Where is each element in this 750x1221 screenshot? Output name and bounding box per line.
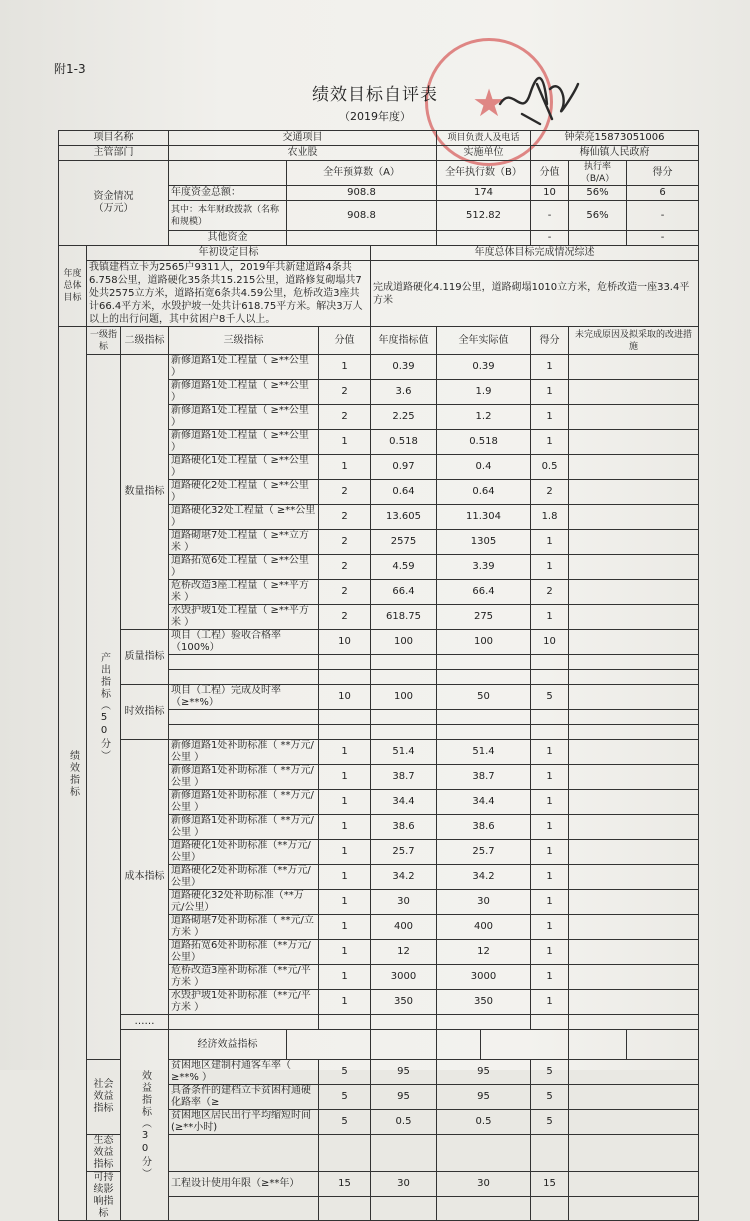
indicator-name: 新修道路1处工程量（ ≥**公里 ） <box>169 405 319 430</box>
empty-cell <box>531 1135 569 1172</box>
indicator-score: 10 <box>319 630 371 655</box>
indicator-name: 危桥改造3座工程量（ ≥**平方米 ） <box>169 580 319 605</box>
indicator-reason <box>569 740 699 765</box>
sustainable-indicator-label: 可持续影响指标 <box>87 1172 121 1221</box>
indicator-score: 5 <box>319 1110 371 1135</box>
indicator-actual: 25.7 <box>437 840 531 865</box>
empty-cell <box>569 1135 699 1172</box>
social-indicator-label: 社会效益指标 <box>87 1060 121 1135</box>
indicator-actual: 12 <box>437 940 531 965</box>
indicator-score: 15 <box>319 1172 371 1197</box>
indicator-reason <box>569 605 699 630</box>
indicator-target: 30 <box>371 1172 437 1197</box>
indicator-name: 新修道路1处补助标准（ **万元/公里 ） <box>169 790 319 815</box>
indicator-get: 0.5 <box>531 455 569 480</box>
indicator-name: 工程设计使用年限（≥**年） <box>169 1172 319 1197</box>
funds-row-get: - <box>627 231 699 246</box>
indicator-name: 贫困地区建制村通客车率（ ≥**% ） <box>169 1060 319 1085</box>
empty-cell <box>569 1196 699 1221</box>
page-title: 绩效目标自评表 <box>312 85 438 105</box>
indicator-name: 项目（工程）完成及时率（≥**%） <box>169 685 319 710</box>
goal-done-text: 完成道路硬化4.119公里，道路砌塌1010立方米，危桥改造一座33.4平方米 <box>371 261 699 327</box>
indicator-target: 0.64 <box>371 480 437 505</box>
indicator-get: 2 <box>531 580 569 605</box>
empty-cell <box>169 725 319 740</box>
funds-row-budget <box>287 231 437 246</box>
goal-set-header: 年初设定目标 <box>87 246 371 261</box>
indicator-actual: 0.518 <box>437 430 531 455</box>
col-score: 分值 <box>319 327 371 355</box>
funds-row-exec <box>437 231 531 246</box>
indicator-reason <box>569 455 699 480</box>
indicator-reason <box>569 685 699 710</box>
empty-cell <box>437 655 531 670</box>
cost-indicator-label: 成本指标 <box>121 740 169 1015</box>
empty-cell <box>319 670 371 685</box>
indicator-reason <box>569 965 699 990</box>
empty-cell <box>287 1030 371 1060</box>
indicator-reason <box>569 505 699 530</box>
indicator-reason <box>569 765 699 790</box>
empty-cell <box>569 1015 699 1030</box>
indicator-reason <box>569 790 699 815</box>
indicator-score: 1 <box>319 865 371 890</box>
indicator-score: 5 <box>319 1060 371 1085</box>
indicator-get: 2 <box>531 480 569 505</box>
indicator-score: 1 <box>319 940 371 965</box>
indicator-actual: 100 <box>437 630 531 655</box>
indicator-get: 1 <box>531 790 569 815</box>
indicator-actual: 34.2 <box>437 865 531 890</box>
perf-indicators-label: 绩效指标 <box>59 327 87 1221</box>
indicator-get: 1 <box>531 740 569 765</box>
indicator-name: 道路砌堪7处补助标准（ **元/立方米 ） <box>169 915 319 940</box>
contact-value: 钟荣亮15873051006 <box>531 131 699 146</box>
indicator-name: 项目（工程）验收合格率（100%） <box>169 630 319 655</box>
empty-cell <box>531 725 569 740</box>
funds-row-get: 6 <box>627 186 699 201</box>
impl-unit-value: 梅仙镇人民政府 <box>531 146 699 161</box>
empty-cell <box>169 670 319 685</box>
indicator-actual: 275 <box>437 605 531 630</box>
indicator-get: 1 <box>531 840 569 865</box>
indicator-reason <box>569 580 699 605</box>
indicator-actual: 0.64 <box>437 480 531 505</box>
indicator-actual: 95 <box>437 1060 531 1085</box>
empty-cell <box>531 655 569 670</box>
indicator-actual: 1.9 <box>437 380 531 405</box>
empty-cell <box>169 1015 319 1030</box>
indicator-target: 2.25 <box>371 405 437 430</box>
indicator-name: 道路拓宽6处补助标准（**万元/公里） <box>169 940 319 965</box>
funds-row-exec: 174 <box>437 186 531 201</box>
indicator-reason <box>569 940 699 965</box>
indicator-target: 30 <box>371 890 437 915</box>
indicator-name: 新修道路1处补助标准（ **万元/公里 ） <box>169 740 319 765</box>
indicator-reason <box>569 1172 699 1197</box>
indicator-get: 5 <box>531 1110 569 1135</box>
economic-indicator-label: 经济效益指标 <box>169 1030 287 1060</box>
empty-cell <box>319 1196 371 1221</box>
table-row <box>59 355 699 380</box>
empty-cell <box>437 1030 481 1060</box>
col-level1: 一级指标 <box>87 327 121 355</box>
indicator-get: 1 <box>531 380 569 405</box>
dept-label: 主管部门 <box>59 146 169 161</box>
funds-row-score: 10 <box>531 186 569 201</box>
indicator-name: 新修道路1处工程量（ ≥**公里 ） <box>169 430 319 455</box>
indicator-score: 10 <box>319 685 371 710</box>
indicator-target: 34.4 <box>371 790 437 815</box>
ellipsis-cell: …… <box>121 1015 169 1030</box>
indicator-actual: 51.4 <box>437 740 531 765</box>
indicator-actual: 50 <box>437 685 531 710</box>
indicator-reason <box>569 380 699 405</box>
table-row <box>59 740 699 765</box>
funds-row-label: 其他资金 <box>169 231 287 246</box>
funds-row-budget: 908.8 <box>287 186 437 201</box>
empty-cell <box>437 1135 531 1172</box>
indicator-score: 1 <box>319 815 371 840</box>
empty-cell <box>371 725 437 740</box>
indicator-target: 51.4 <box>371 740 437 765</box>
ecological-indicator-label: 生态效益指标 <box>87 1135 121 1172</box>
funds-row-budget: 908.8 <box>287 201 437 231</box>
indicator-score: 1 <box>319 915 371 940</box>
col-target: 年度指标值 <box>371 327 437 355</box>
indicator-get: 1 <box>531 430 569 455</box>
empty-cell <box>169 1196 319 1221</box>
indicator-actual: 0.39 <box>437 355 531 380</box>
empty-cell <box>169 655 319 670</box>
indicator-reason <box>569 355 699 380</box>
funds-col-score: 分值 <box>531 161 569 186</box>
empty-cell <box>531 670 569 685</box>
indicator-reason <box>569 1085 699 1110</box>
indicator-name: 道路硬化1处补助标准（**万元/公里） <box>169 840 319 865</box>
indicator-target: 0.5 <box>371 1110 437 1135</box>
empty-cell <box>437 1196 531 1221</box>
impl-unit-label: 实施单位 <box>437 146 531 161</box>
indicator-target: 38.6 <box>371 815 437 840</box>
indicator-score: 2 <box>319 580 371 605</box>
indicator-name: 具备条件的建档立卡贫困村通硬化路率（≥ <box>169 1085 319 1110</box>
indicator-reason <box>569 1110 699 1135</box>
indicator-target: 3.6 <box>371 380 437 405</box>
empty-cell <box>531 710 569 725</box>
empty-cell <box>169 1135 319 1172</box>
funds-row-rate <box>569 231 627 246</box>
page-subtitle: （2019年度） <box>339 110 411 123</box>
indicator-actual: 38.6 <box>437 815 531 840</box>
indicator-target: 2575 <box>371 530 437 555</box>
indicator-target: 0.518 <box>371 430 437 455</box>
benefit-indicator-label: 效益指标（30分） <box>121 1030 169 1221</box>
indicator-target: 25.7 <box>371 840 437 865</box>
indicator-name: 道路硬化2处补助标准（**万元/公里） <box>169 865 319 890</box>
indicator-target: 400 <box>371 915 437 940</box>
funds-row-exec: 512.82 <box>437 201 531 231</box>
project-name-value: 交通项目 <box>169 131 437 146</box>
empty-cell <box>371 1015 437 1030</box>
indicator-score: 1 <box>319 355 371 380</box>
indicator-reason <box>569 430 699 455</box>
empty-cell <box>437 670 531 685</box>
indicator-reason <box>569 915 699 940</box>
empty-cell <box>569 725 699 740</box>
indicator-get: 1 <box>531 405 569 430</box>
indicator-actual: 400 <box>437 915 531 940</box>
empty-cell <box>319 1015 371 1030</box>
indicator-score: 1 <box>319 890 371 915</box>
funds-blank <box>169 161 287 186</box>
goal-set-text: 我镇建档立卡为2565户9311人，2019年共新建道路4条共6.758公里，道路硬化35条共15.215公里，道路修复砌塌共7处共2575立方米，道路拓宽6条共4.59公里，危桥改造3座共计66.4平方米，水毁护坡一处共计618.75平方米。解决3万人以上的出行问题，其中贫困户8千人以上。 <box>87 261 371 327</box>
indicator-actual: 95 <box>437 1085 531 1110</box>
output-indicator-label: 产出指标（50分） <box>87 355 121 1060</box>
indicator-actual: 30 <box>437 1172 531 1197</box>
indicator-name: 危桥改造3座补助标准（**元/平方米 ） <box>169 965 319 990</box>
table-row <box>59 685 699 710</box>
annual-goal-label: 年度总体目标 <box>59 246 87 327</box>
empty-cell <box>569 670 699 685</box>
indicator-target: 0.97 <box>371 455 437 480</box>
funds-row-label: 其中：本年财政拨款（名称和规模） <box>169 201 287 231</box>
indicator-target: 100 <box>371 630 437 655</box>
empty-cell <box>319 655 371 670</box>
empty-cell <box>627 1030 699 1060</box>
indicator-name: 新修道路1处补助标准（ **万元/公里 ） <box>169 815 319 840</box>
col-reason: 未完成原因及拟采取的改进措施 <box>569 327 699 355</box>
indicator-score: 1 <box>319 455 371 480</box>
empty-cell <box>531 1015 569 1030</box>
indicator-reason <box>569 630 699 655</box>
indicator-target: 618.75 <box>371 605 437 630</box>
empty-cell <box>481 1030 569 1060</box>
indicator-name: 贫困地区居民出行平均缩短时间(≥**小时) <box>169 1110 319 1135</box>
indicator-score: 2 <box>319 505 371 530</box>
quantity-indicator-label: 数量指标 <box>121 355 169 630</box>
self-evaluation-table <box>58 130 699 1221</box>
indicator-name: 水毁护坡1处补助标准（**元/平方米 ） <box>169 990 319 1015</box>
empty-cell <box>371 710 437 725</box>
indicator-name: 道路砌堪7处工程量（ ≥**立方米 ） <box>169 530 319 555</box>
indicator-target: 100 <box>371 685 437 710</box>
indicator-name: 新修道路1处工程量（ ≥**公里 ） <box>169 355 319 380</box>
empty-cell <box>531 1196 569 1221</box>
empty-cell <box>371 655 437 670</box>
project-name-label: 项目名称 <box>59 131 169 146</box>
indicator-score: 1 <box>319 990 371 1015</box>
indicator-reason <box>569 815 699 840</box>
indicator-get: 15 <box>531 1172 569 1197</box>
indicator-get: 1 <box>531 605 569 630</box>
indicator-actual: 30 <box>437 890 531 915</box>
indicator-get: 5 <box>531 1085 569 1110</box>
funds-row-label: 年度资金总额： <box>169 186 287 201</box>
indicator-score: 1 <box>319 790 371 815</box>
indicator-target: 4.59 <box>371 555 437 580</box>
indicator-name: 道路硬化32处补助标准（**万元/公里） <box>169 890 319 915</box>
indicator-get: 1 <box>531 965 569 990</box>
indicator-get: 1 <box>531 765 569 790</box>
indicator-target: 38.7 <box>371 765 437 790</box>
indicator-target: 0.39 <box>371 355 437 380</box>
indicator-target: 3000 <box>371 965 437 990</box>
indicator-score: 2 <box>319 380 371 405</box>
indicator-target: 350 <box>371 990 437 1015</box>
indicator-name: 道路拓宽6处工程量（ ≥**公里 ） <box>169 555 319 580</box>
empty-cell <box>169 710 319 725</box>
empty-cell <box>371 1135 437 1172</box>
indicator-reason <box>569 840 699 865</box>
timeliness-indicator-label: 时效指标 <box>121 685 169 740</box>
indicator-score: 2 <box>319 605 371 630</box>
indicator-target: 66.4 <box>371 580 437 605</box>
indicator-reason <box>569 990 699 1015</box>
funds-row-rate: 56% <box>569 186 627 201</box>
funds-label: 资金情况 （万元） <box>59 161 169 246</box>
indicator-name: 道路硬化32处工程量（ ≥**公里 ） <box>169 505 319 530</box>
indicator-score: 1 <box>319 965 371 990</box>
indicator-reason <box>569 555 699 580</box>
empty-cell <box>319 725 371 740</box>
indicator-target: 13.605 <box>371 505 437 530</box>
indicator-actual: 350 <box>437 990 531 1015</box>
indicator-actual: 1.2 <box>437 405 531 430</box>
funds-col-budget: 全年预算数（A） <box>287 161 437 186</box>
col-actual: 全年实际值 <box>437 327 531 355</box>
indicator-name: 道路硬化1处工程量（ ≥**公里 ） <box>169 455 319 480</box>
funds-col-rate: 执行率（B/A） <box>569 161 627 186</box>
indicator-get: 5 <box>531 685 569 710</box>
col-get: 得分 <box>531 327 569 355</box>
empty-cell <box>569 710 699 725</box>
appendix-label: 附1-3 <box>54 62 86 76</box>
indicator-reason <box>569 1060 699 1085</box>
table-row <box>59 630 699 655</box>
indicator-get: 1 <box>531 530 569 555</box>
empty-cell <box>437 725 531 740</box>
empty-cell <box>437 710 531 725</box>
funds-row-get: - <box>627 201 699 231</box>
indicator-score: 1 <box>319 740 371 765</box>
empty-cell <box>371 1196 437 1221</box>
quality-indicator-label: 质量指标 <box>121 630 169 685</box>
indicator-get: 1 <box>531 990 569 1015</box>
indicator-reason <box>569 405 699 430</box>
goal-done-header: 年度总体目标完成情况综述 <box>371 246 699 261</box>
indicator-get: 1 <box>531 865 569 890</box>
indicator-name: 新修道路1处工程量（ ≥**公里 ） <box>169 380 319 405</box>
indicator-name: 水毁护坡1处工程量（ ≥**平方米 ） <box>169 605 319 630</box>
col-level2: 二级指标 <box>121 327 169 355</box>
indicator-get: 5 <box>531 1060 569 1085</box>
indicator-score: 1 <box>319 840 371 865</box>
indicator-actual: 3000 <box>437 965 531 990</box>
indicator-reason <box>569 530 699 555</box>
indicator-reason <box>569 890 699 915</box>
empty-cell <box>319 710 371 725</box>
funds-col-get: 得分 <box>627 161 699 186</box>
indicator-get: 1 <box>531 355 569 380</box>
indicator-actual: 3.39 <box>437 555 531 580</box>
indicator-target: 12 <box>371 940 437 965</box>
seal-star-icon: ★ <box>472 81 507 125</box>
indicator-score: 2 <box>319 530 371 555</box>
indicator-score: 2 <box>319 480 371 505</box>
indicator-get: 1 <box>531 915 569 940</box>
indicator-score: 1 <box>319 430 371 455</box>
indicator-score: 2 <box>319 555 371 580</box>
indicator-get: 1 <box>531 890 569 915</box>
empty-cell <box>569 655 699 670</box>
indicator-target: 95 <box>371 1060 437 1085</box>
indicator-get: 1 <box>531 815 569 840</box>
indicator-actual: 1305 <box>437 530 531 555</box>
indicator-score: 5 <box>319 1085 371 1110</box>
funds-col-exec: 全年执行数（B） <box>437 161 531 186</box>
indicator-target: 95 <box>371 1085 437 1110</box>
indicator-score: 1 <box>319 765 371 790</box>
indicator-actual: 11.304 <box>437 505 531 530</box>
indicator-target: 34.2 <box>371 865 437 890</box>
empty-cell <box>437 1015 531 1030</box>
empty-cell <box>569 1030 627 1060</box>
empty-cell <box>371 670 437 685</box>
dept-value: 农业股 <box>169 146 437 161</box>
funds-row-rate: 56% <box>569 201 627 231</box>
indicator-get: 1 <box>531 555 569 580</box>
indicator-reason <box>569 480 699 505</box>
contact-label: 项目负责人及电话 <box>437 131 531 146</box>
indicator-get: 10 <box>531 630 569 655</box>
funds-row-score: - <box>531 201 569 231</box>
empty-cell <box>371 1030 437 1060</box>
indicator-get: 1 <box>531 940 569 965</box>
indicator-score: 2 <box>319 405 371 430</box>
indicator-actual: 34.4 <box>437 790 531 815</box>
indicator-get: 1.8 <box>531 505 569 530</box>
indicator-name: 新修道路1处补助标准（ **万元/公里 ） <box>169 765 319 790</box>
col-level3: 三级指标 <box>169 327 319 355</box>
indicator-actual: 66.4 <box>437 580 531 605</box>
indicator-name: 道路硬化2处工程量（ ≥**公里 ） <box>169 480 319 505</box>
empty-cell <box>319 1135 371 1172</box>
indicator-actual: 0.5 <box>437 1110 531 1135</box>
indicator-actual: 38.7 <box>437 765 531 790</box>
indicator-actual: 0.4 <box>437 455 531 480</box>
funds-row-score: - <box>531 231 569 246</box>
indicator-reason <box>569 865 699 890</box>
